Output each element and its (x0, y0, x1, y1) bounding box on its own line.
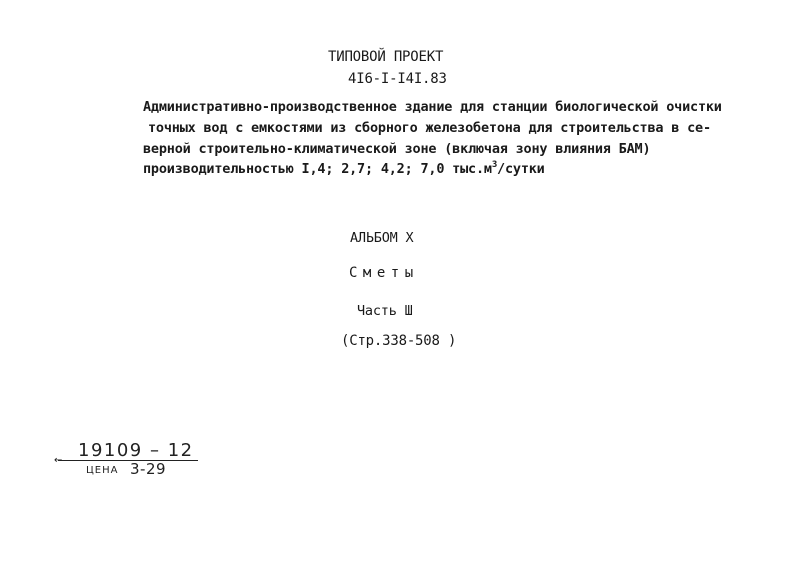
description-line-3: верной строительно-климатической зоне (включая зону влияния БАМ) (143, 141, 651, 157)
capacity-text: производительностью I,4; 2,7; 4,2; 7,0 тыс.м (143, 161, 492, 177)
catalog-stamp-number: 19109 – 12 (78, 440, 194, 461)
part-label: Часть Ш (357, 303, 413, 319)
project-code: 4I6-I-I4I.83 (348, 71, 447, 87)
album-label: АЛЬБОМ Х (350, 230, 414, 246)
section-title: Сметы (349, 265, 419, 281)
description-line-1: Административно-производственное здание для станции биологической очистки (143, 99, 722, 115)
capacity-unit-tail: /сутки (497, 161, 545, 177)
arrow-left-icon: ← (54, 455, 63, 466)
document-type-title: ТИПОВОЙ ПРОЕКТ (328, 49, 444, 65)
unit-superscript: 3 (491, 160, 498, 170)
stamp-divider (58, 460, 198, 461)
page-range: (Стр.338-508 ) (341, 333, 457, 349)
description-line-4 (143, 160, 545, 178)
price-label: ЦЕНА (86, 465, 119, 476)
price-value: 3-29 (130, 460, 167, 478)
description-line-2: точных вод с емкостями из сборного железобетона для строительства в се- (148, 120, 711, 136)
